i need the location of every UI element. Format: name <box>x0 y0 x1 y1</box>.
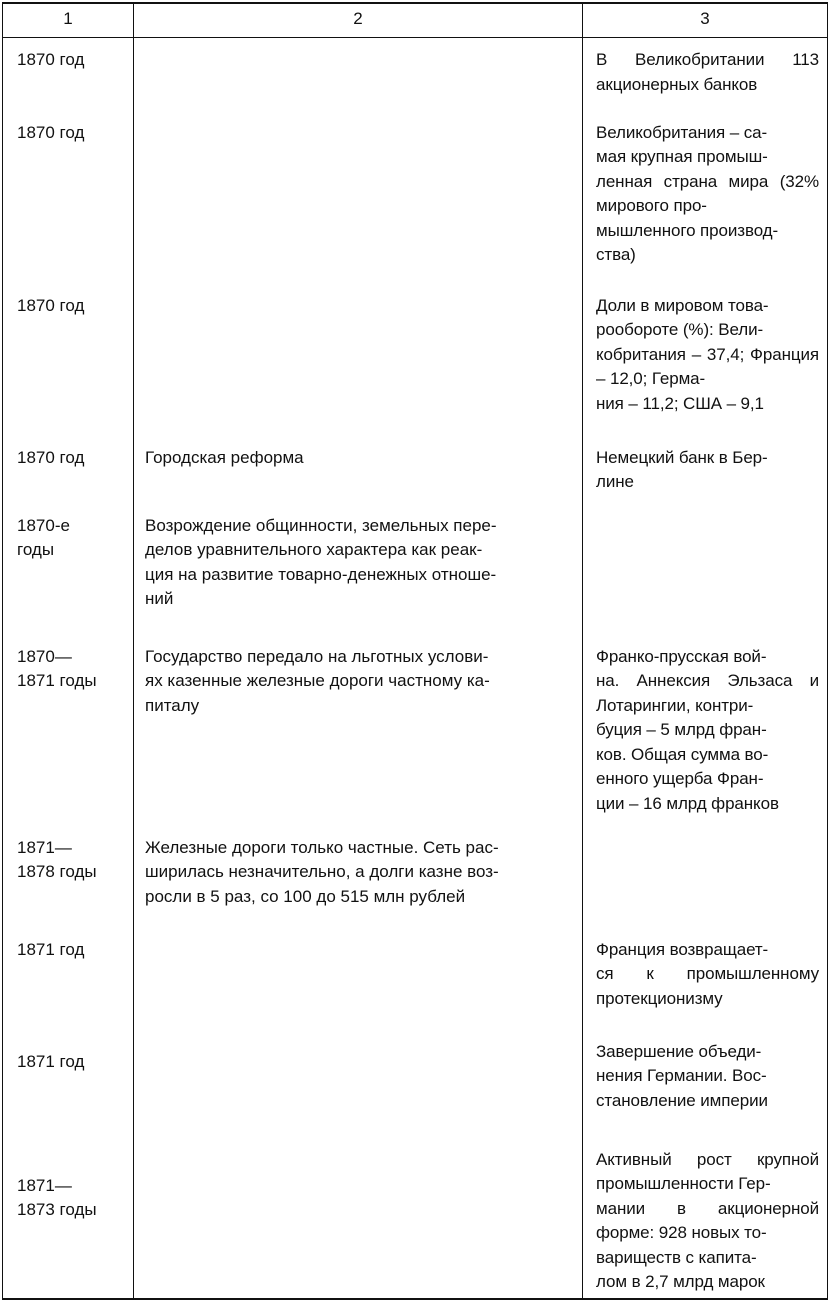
event-cell <box>134 926 583 1028</box>
table-row <box>3 926 828 1028</box>
table-row <box>3 633 828 824</box>
world-cell <box>583 633 828 824</box>
date-cell <box>3 502 134 633</box>
event-text: Городская реформа <box>145 447 304 467</box>
event-cell <box>134 633 583 824</box>
event-cell <box>134 38 583 109</box>
date-cell <box>3 436 134 502</box>
date-text: 1870 год <box>17 447 85 467</box>
date-text: 1870 год <box>17 122 85 142</box>
world-cell <box>583 109 828 282</box>
world-cell <box>583 1028 828 1136</box>
world-text: Франция возвращает- ся к промышленному протекционизму <box>596 939 819 1008</box>
table-row <box>3 38 828 109</box>
date-cell <box>3 38 134 109</box>
column-header-2: 2 <box>134 3 583 38</box>
world-cell <box>583 926 828 1028</box>
header-row <box>3 3 828 38</box>
date-cell <box>3 109 134 282</box>
table-row <box>3 436 828 502</box>
date-cell <box>3 926 134 1028</box>
world-cell <box>583 282 828 436</box>
event-cell <box>134 1028 583 1136</box>
world-text: Завершение объеди- нения Германии. Вос- становление империи <box>596 1041 768 1110</box>
world-text: Активный рост крупной промышленности Гер- мании в акционерной форме: 928 новых то- вариществ с капита- лом в 2,7 млрд марок <box>596 1149 819 1291</box>
event-text: Железные дороги только частные. Сеть рас- ширилась незначительно, а долги казне воз- росли в 5 раз, со 100 до 515 млн рублей <box>145 837 499 906</box>
event-cell <box>134 824 583 926</box>
world-text: Доли в мировом това- рообороте (%): Вели- кобритания – 37,4; Франция – 12,0; Герма- ния – 11,2; США – 9,1 <box>596 295 819 413</box>
table-row <box>3 502 828 633</box>
date-cell <box>3 1028 134 1136</box>
world-cell <box>583 38 828 109</box>
world-cell <box>583 502 828 633</box>
event-cell <box>134 502 583 633</box>
column-header-1: 1 <box>3 3 134 38</box>
world-text: Великобритания – са- мая крупная промыш- ленная страна мира (32% мирового про- мышленного производ- ства) <box>596 122 819 264</box>
date-text: 1870 год <box>17 50 85 69</box>
date-text: 1870-е годы <box>17 515 70 559</box>
date-text: 1871— 1878 годы <box>17 837 97 881</box>
date-text: 1870— 1871 годы <box>17 646 97 690</box>
table-row <box>3 1136 828 1300</box>
event-text: Государство передало на льготных услови- ях казенные железные дороги частному ка- питалу <box>145 646 490 715</box>
column-header-3: 3 <box>583 3 828 38</box>
table-body <box>3 38 828 1300</box>
date-cell <box>3 824 134 926</box>
world-text: Немецкий банк в Бер- лине <box>596 447 768 491</box>
world-text: Франко-прусская вой- на. Аннексия Эльзаса и Лотарингии, контри- буция – 5 млрд фран- ков. Общая сумма во- енного ущерба Фран- ции – 16 млрд франков <box>596 646 819 813</box>
world-text: В Великобритании 113 акционерных банков <box>596 50 819 94</box>
event-text: Возрождение общинности, земельных пере- делов уравнительного характера как реак- ция на развитие товарно-денежных отноше- ний <box>145 515 497 608</box>
event-cell <box>134 282 583 436</box>
table-row <box>3 109 828 282</box>
table-header <box>3 3 828 38</box>
chronology-table <box>2 2 828 1300</box>
world-cell <box>583 436 828 502</box>
world-cell <box>583 1136 828 1300</box>
world-cell <box>583 824 828 926</box>
date-text: 1871 год <box>17 1051 85 1071</box>
date-cell <box>3 282 134 436</box>
event-cell <box>134 436 583 502</box>
table-row <box>3 282 828 436</box>
date-text: 1871 год <box>17 939 85 959</box>
event-cell <box>134 109 583 282</box>
table-row <box>3 1028 828 1136</box>
date-text: 1871— 1873 годы <box>17 1175 97 1219</box>
date-cell <box>3 633 134 824</box>
table-row <box>3 824 828 926</box>
event-cell <box>134 1136 583 1300</box>
date-cell <box>3 1136 134 1300</box>
date-text: 1870 год <box>17 295 85 315</box>
